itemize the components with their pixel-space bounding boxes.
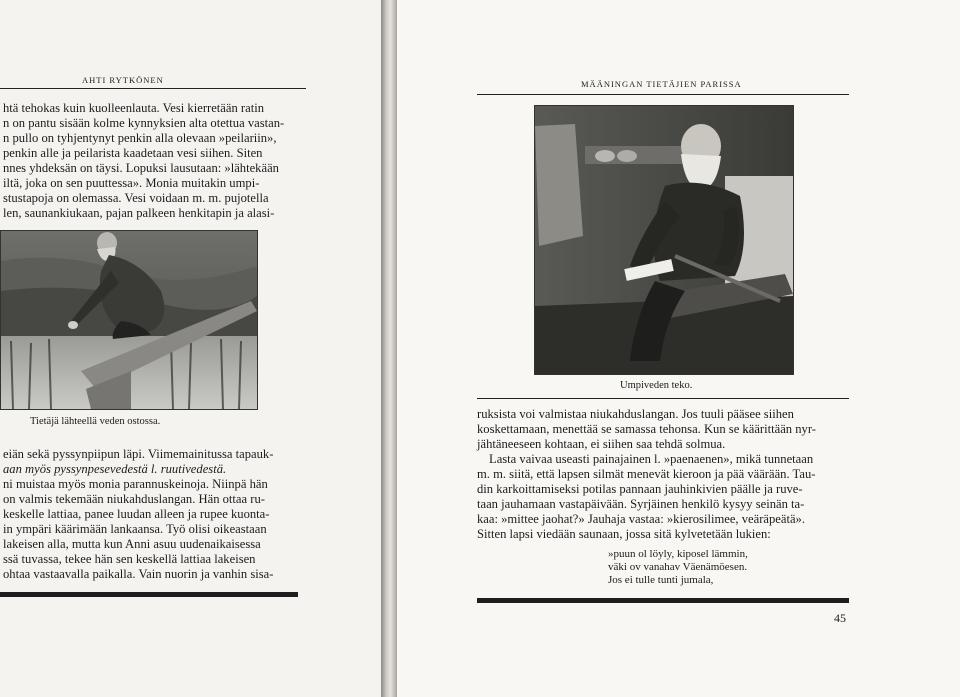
text-line: len, saunankiukaan, pajan palkeen henkitapin ja alasi- — [3, 206, 275, 220]
photo-illustration — [535, 106, 793, 374]
text-line: htä tehokas kuin kuolleenlauta. Vesi kierretään ratin — [3, 101, 264, 115]
right-page — [397, 0, 960, 697]
text-line: din karkoittamiseksi potilas pannaan jauhinkivien päälle ja ruve- — [477, 482, 803, 496]
caption-rule-right — [477, 398, 849, 399]
footer-rule-right — [477, 598, 849, 603]
running-head-right: MÄÄNINGAN TIETÄJIEN PARISSA — [581, 79, 742, 89]
verse-line: Jos ei tulle tunti jumala, — [608, 574, 714, 586]
text-line: ssä tuvassa, tekee hän sen keskellä lattiaa lakeisen — [3, 552, 256, 566]
text-line: n pullo on tyhjentynyt penkin alla olevaan »peilariin», — [3, 131, 277, 145]
text-line: taan jauhamaan vastapäivään. Syrjäinen henkilö kysyy seinän ta- — [477, 497, 805, 511]
text-line: n on pantu sisään kolme kynnyksien alta otettua vastan- — [3, 116, 285, 130]
text-line: stustapoja on olemassa. Vesi voidaan m. m. pujotella — [3, 191, 269, 205]
running-head-left: AHTI RYTKÖNEN — [82, 75, 164, 85]
photo-illustration — [1, 231, 257, 409]
text-line: jähtäneeseen kohtaan, ei siihen saa tehdä solmua. — [477, 437, 726, 451]
text-line: m. m. siitä, että lapsen silmät menevät kieroon ja pää väärään. Tau- — [477, 467, 816, 481]
text-line: ohtaa vastaavalla paikalla. Vain nuorin ja vanhin sisa- — [3, 567, 274, 581]
text-line: nnes yhdeksän on täysi. Lopuksi lausutaan: »lähtekään — [3, 161, 279, 175]
text-line: ni muistaa myös monia parannuskeinoja. Niinpä hän — [3, 477, 268, 491]
text-line: in ympäri käärimään lankaansa. Työ olisi oikeastaan — [3, 522, 267, 536]
verse-line: »puun ol löyly, kiposel lämmin, — [608, 548, 748, 560]
left-page — [0, 0, 381, 697]
photo-umpiveden-teko — [534, 105, 794, 375]
header-rule-right — [477, 94, 849, 95]
text-line: penkin alle ja peilarista kaadetaan vesi siihen. Siten — [3, 146, 263, 160]
text-line: iltä, joka on sen puuttessa». Monia muitakin umpi- — [3, 176, 260, 190]
photo-tietaja-lahteella — [0, 230, 258, 410]
text-line: Lasta vaivaa useasti painajainen l. »paenaenen», mikä tunnetaan — [489, 452, 814, 466]
text-line: koskettamaan, menettää se samassa tehonsa. Kun se käärittään nyr- — [477, 422, 816, 436]
verse-line: väki ov vanahav Väenämöesen. — [608, 561, 748, 573]
photo-caption-right: Umpiveden teko. — [620, 380, 693, 391]
text-line: aan myös pyssynpesevedestä l. ruutivedestä. — [3, 462, 227, 476]
text-line: ruksista voi valmistaa niukahduslangan. Jos tuuli pääsee siihen — [477, 407, 794, 421]
text-line: lakeisen alla, mutta kun Anni asuu uudenaikaisessa — [3, 537, 261, 551]
text-line: kaa: »mittee jaohat?» Jauhaja vastaa: »kierosilimee, veäräpeätä». — [477, 512, 805, 526]
book-gutter — [381, 0, 397, 697]
header-rule-left — [0, 88, 306, 89]
text-line: keskelle lattiaa, panee luudan alleen ja rupee kuonta- — [3, 507, 270, 521]
text-line: on valmis tekemään niukahduslangan. Hän ottaa ru- — [3, 492, 265, 506]
page-number: 45 — [834, 611, 846, 625]
text-line: Sitten lapsi viedään saunaan, jossa sitä kylvetetään lukien: — [477, 527, 771, 541]
text-line: eiän sekä pyssynpiipun läpi. Viimemainitussa tapauk- — [3, 447, 274, 461]
footer-rule-left — [0, 592, 298, 597]
photo-caption-left: Tietäjä lähteellä veden ostossa. — [30, 416, 161, 427]
